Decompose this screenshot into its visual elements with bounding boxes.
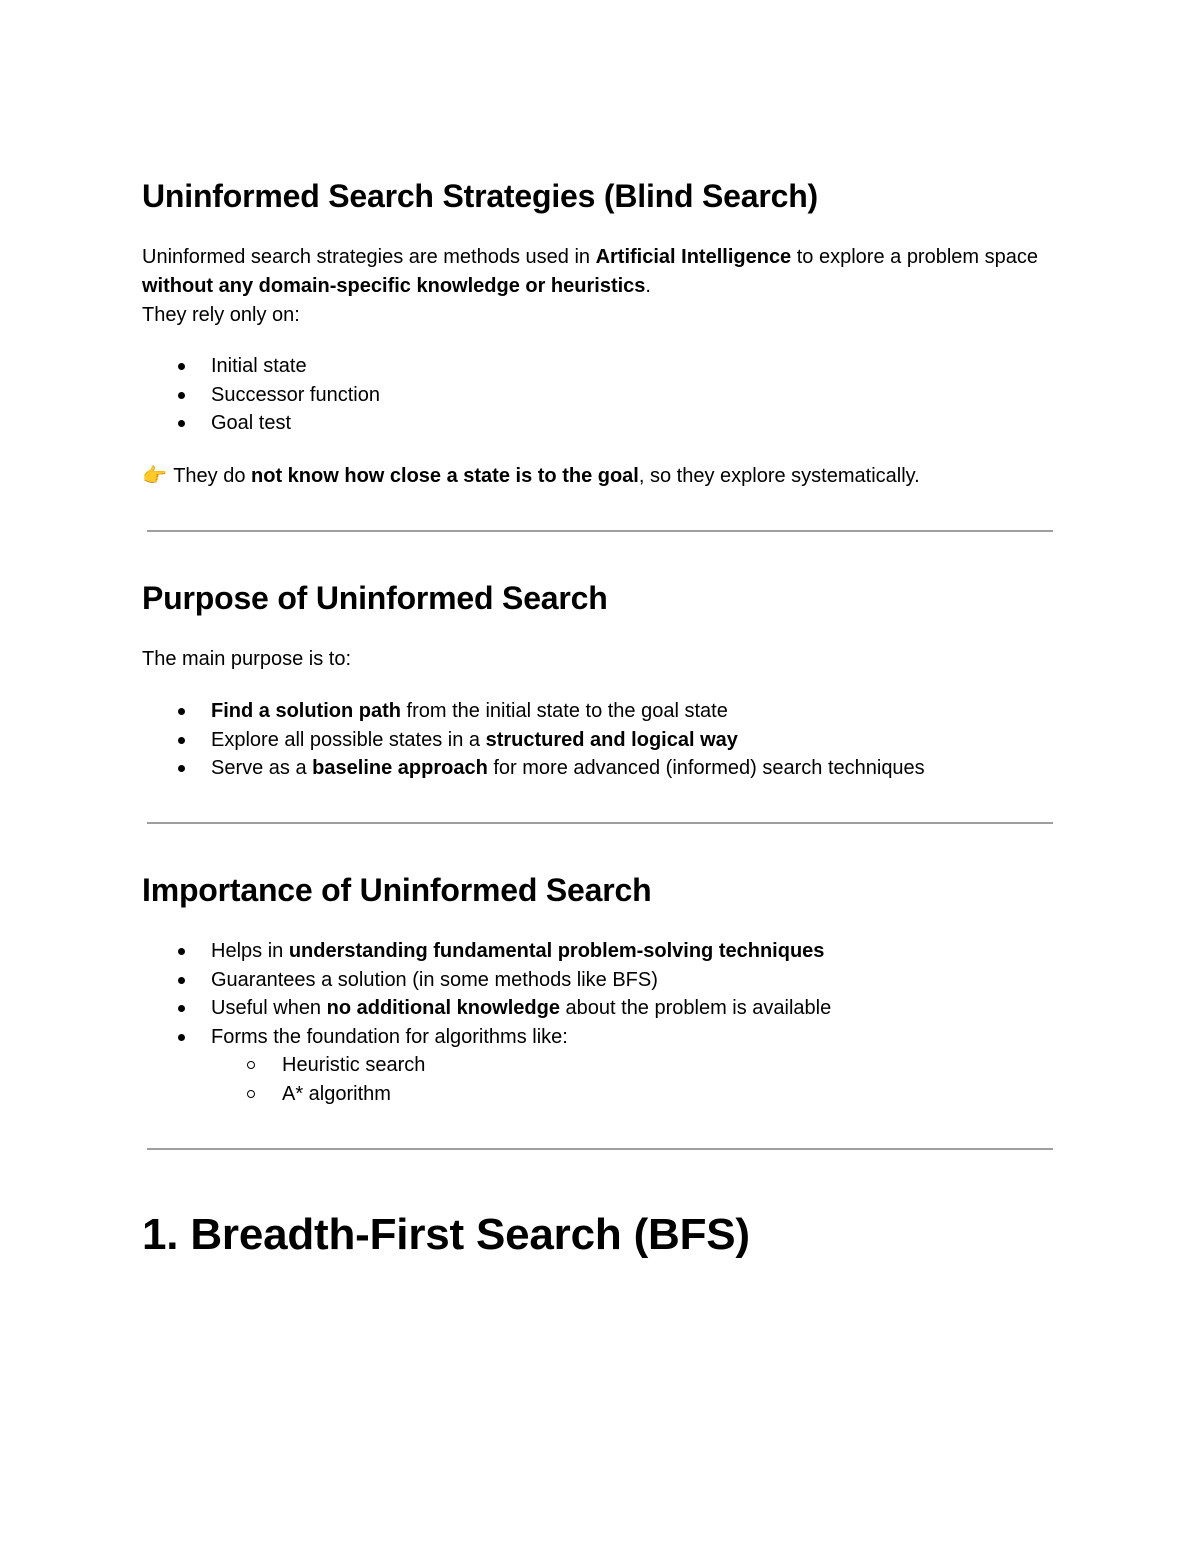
- sub-list: [211, 1051, 1092, 1108]
- list-item: [142, 697, 1092, 726]
- pointing-hand-icon: 👉: [142, 465, 167, 487]
- item-bold: understanding fundamental problem-solving techniques: [288, 940, 825, 962]
- horizontal-rule: [147, 530, 1053, 532]
- list-item: [142, 937, 1092, 966]
- item-text: for more advanced (informed) search techniques: [487, 757, 925, 779]
- section-title-purpose: Purpose of Uninformed Search: [142, 580, 608, 616]
- purpose-list: [142, 697, 1092, 783]
- item-bold: no additional knowledge: [326, 997, 560, 1019]
- intro-paragraph: [142, 243, 1072, 330]
- note-text-2: , so they explore systematically.: [638, 465, 920, 487]
- sub-list-item: Heuristic search: [211, 1051, 1092, 1080]
- importance-list: [142, 937, 1092, 1108]
- item-bold: baseline approach: [312, 757, 488, 779]
- note-text-1: They do: [168, 465, 252, 487]
- intro-text-3: .: [645, 275, 651, 297]
- note-paragraph: [142, 462, 1072, 491]
- section-title-uninformed-search: Uninformed Search Strategies (Blind Search): [142, 178, 819, 214]
- horizontal-rule: [147, 822, 1053, 824]
- item-text: Useful when: [211, 997, 327, 1019]
- intro-text-1: Uninformed search strategies are methods used in: [142, 246, 596, 268]
- intro-text-2: to explore a problem space: [791, 246, 1038, 268]
- rely-list: [142, 352, 1092, 438]
- item-text: Forms the foundation for algorithms like:: [211, 1025, 568, 1048]
- item-bold: Find a solution path: [211, 700, 401, 722]
- list-item: Initial state: [142, 352, 1092, 381]
- intro-bold-2: without any domain-specific knowledge or heuristics: [142, 275, 646, 297]
- list-item: [142, 966, 1092, 995]
- list-item: [142, 726, 1092, 755]
- list-item: Successor function: [142, 381, 1092, 410]
- item-text: about the problem is available: [559, 997, 832, 1019]
- section-title-bfs: 1. Breadth-First Search (BFS): [142, 1210, 750, 1259]
- sub-list-item: A* algorithm: [211, 1080, 1092, 1109]
- item-text: from the initial state to the goal state: [400, 700, 728, 722]
- item-bold: structured and logical way: [485, 728, 738, 751]
- list-item: [142, 994, 1092, 1023]
- section-title-importance: Importance of Uninformed Search: [142, 872, 652, 908]
- item-text: Guarantees a solution (in some methods like BFS): [211, 968, 658, 991]
- intro-bold-1: Artificial Intelligence: [595, 246, 792, 268]
- horizontal-rule: [147, 1148, 1053, 1150]
- note-bold: not know how close a state is to the goal: [251, 465, 639, 487]
- rely-line: They rely only on:: [142, 304, 300, 326]
- list-item: [142, 1023, 1092, 1109]
- purpose-lead: The main purpose is to:: [142, 648, 351, 670]
- item-text: Helps in: [211, 940, 289, 962]
- list-item: Goal test: [142, 409, 1092, 438]
- item-text: Serve as a: [211, 757, 313, 779]
- list-item: [142, 754, 1092, 783]
- item-text: Explore all possible states in a: [211, 728, 486, 751]
